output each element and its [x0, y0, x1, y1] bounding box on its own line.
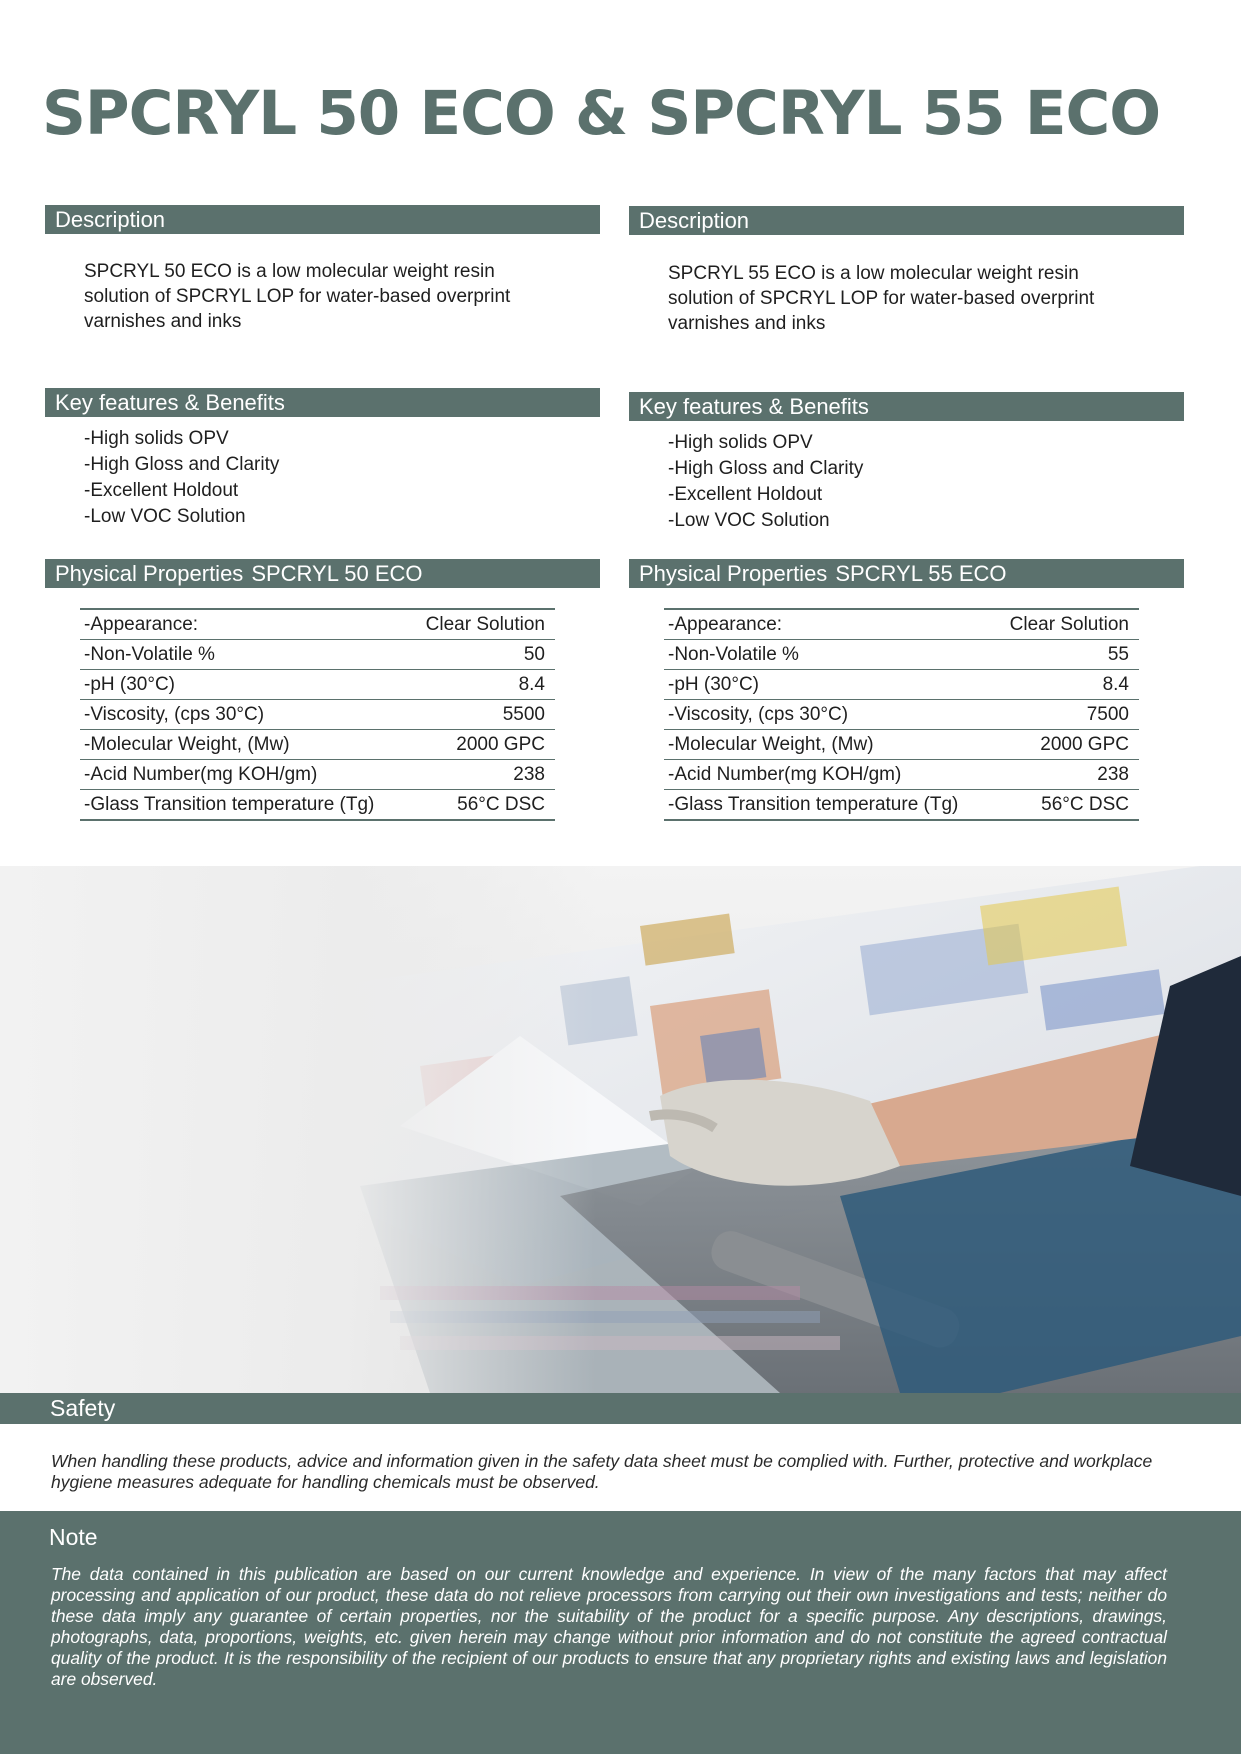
property-value: 238: [994, 760, 1139, 790]
property-value: 55: [994, 640, 1139, 670]
table-row: [664, 790, 1139, 821]
table-row: [664, 640, 1139, 670]
property-label: -pH (30°C): [80, 670, 410, 700]
property-value: 8.4: [994, 670, 1139, 700]
properties-header-left: [45, 559, 600, 588]
property-value: 50: [410, 640, 555, 670]
properties-table-left: [80, 608, 555, 821]
table-row: [80, 760, 555, 790]
property-label: -Non-Volatile %: [664, 640, 994, 670]
note-heading: Note: [49, 1524, 98, 1550]
table-row: [80, 700, 555, 730]
page-title: SPCRYL 50 ECO & SPCRYL 55 ECO: [42, 78, 1161, 149]
table-row: [80, 640, 555, 670]
description-header-right: [629, 206, 1184, 235]
feature-item: -High Gloss and Clarity: [668, 458, 864, 479]
property-label: -pH (30°C): [664, 670, 994, 700]
property-value: 238: [410, 760, 555, 790]
property-value: 56°C DSC: [994, 790, 1139, 821]
features-list-right: [668, 430, 863, 534]
safety-header: [0, 1393, 1241, 1424]
features-list-left: [84, 426, 279, 530]
note-text: The data contained in this publication are based on our current knowledge and experience. In view of the many factors that may affect processing and application of our product, these data do not relieve processors from carrying out their own investigations and tests; neither do these data imply any guarantee of certain properties, nor the suitability of the product for a specific purpose. Any descriptions, drawings, photographs, data, proportions, weights, etc. given herein may change without prior information and do not constitute the agreed contractual quality of the product. It is the responsibility of the recipient of our products to ensure that any proprietary rights and existing laws and legislation are observed.: [51, 1564, 1167, 1689]
properties-heading: Physical Properties: [639, 561, 828, 586]
features-header-left: [45, 388, 600, 417]
table-row: [80, 730, 555, 760]
property-label: -Glass Transition temperature (Tg): [664, 790, 994, 821]
feature-item: -High solids OPV: [84, 428, 229, 449]
description-text-left: SPCRYL 50 ECO is a low molecular weight resin solution of SPCRYL LOP for water-based overprint varnishes and inks: [84, 261, 511, 332]
description-text-right: SPCRYL 55 ECO is a low molecular weight resin solution of SPCRYL LOP for water-based overprint varnishes and inks: [668, 263, 1095, 334]
properties-product: SPCRYL 55 ECO: [835, 561, 1007, 586]
property-label: -Acid Number(mg KOH/gm): [80, 760, 410, 790]
property-value: Clear Solution: [994, 609, 1139, 640]
features-heading: Key features & Benefits: [55, 390, 285, 415]
property-label: -Glass Transition temperature (Tg): [80, 790, 410, 821]
property-label: -Viscosity, (cps 30°C): [80, 700, 410, 730]
table-row: [80, 670, 555, 700]
table-row: [80, 609, 555, 640]
feature-item: -Low VOC Solution: [668, 510, 830, 531]
printing-press-illustration: [0, 866, 1241, 1393]
properties-header-right: [629, 559, 1184, 588]
feature-item: -Low VOC Solution: [84, 506, 246, 527]
feature-item: -Excellent Holdout: [668, 484, 823, 505]
feature-item: -High solids OPV: [668, 432, 813, 453]
table-row: [80, 790, 555, 821]
feature-item: -High Gloss and Clarity: [84, 454, 280, 475]
features-heading: Key features & Benefits: [639, 394, 869, 419]
printing-press-photo: [0, 866, 1241, 1393]
description-header-left: [45, 205, 600, 234]
table-row: [664, 609, 1139, 640]
description-heading: Description: [55, 207, 166, 232]
description-heading: Description: [639, 208, 750, 233]
table-row: [664, 670, 1139, 700]
properties-product: SPCRYL 50 ECO: [251, 561, 423, 586]
property-value: 56°C DSC: [410, 790, 555, 821]
property-label: -Viscosity, (cps 30°C): [664, 700, 994, 730]
property-label: -Non-Volatile %: [80, 640, 410, 670]
property-label: -Molecular Weight, (Mw): [664, 730, 994, 760]
properties-table-right: [664, 608, 1139, 821]
property-label: -Appearance:: [80, 609, 410, 640]
property-value: 2000 GPC: [994, 730, 1139, 760]
property-value: 5500: [410, 700, 555, 730]
property-value: 8.4: [410, 670, 555, 700]
table-row: [664, 760, 1139, 790]
property-label: -Molecular Weight, (Mw): [80, 730, 410, 760]
safety-text: When handling these products, advice and information given in the safety data sheet must be complied with. Further, protective and workplace hygiene measures adequate for handling chemicals must be observed.: [51, 1451, 1153, 1492]
feature-item: -Excellent Holdout: [84, 480, 239, 501]
property-label: -Appearance:: [664, 609, 994, 640]
features-header-right: [629, 392, 1184, 421]
property-value: 7500: [994, 700, 1139, 730]
properties-heading: Physical Properties: [55, 561, 244, 586]
property-label: -Acid Number(mg KOH/gm): [664, 760, 994, 790]
table-row: [664, 730, 1139, 760]
table-row: [664, 700, 1139, 730]
safety-heading: Safety: [50, 1395, 116, 1421]
property-value: Clear Solution: [410, 609, 555, 640]
property-value: 2000 GPC: [410, 730, 555, 760]
